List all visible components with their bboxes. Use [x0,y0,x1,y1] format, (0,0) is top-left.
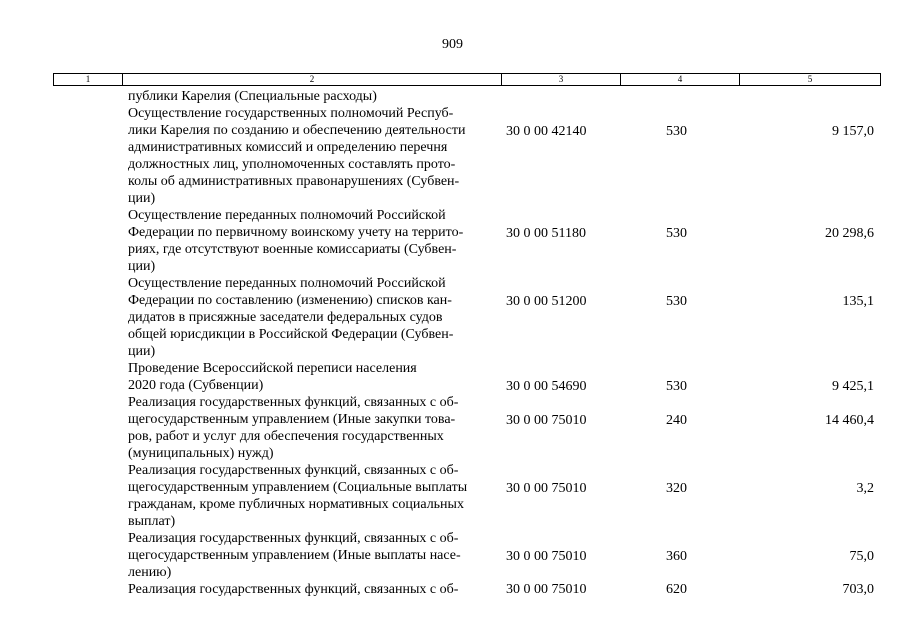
row-description: публики Карелия (Специальные расходы) [128,89,377,104]
table-row [53,394,880,462]
table-body [53,88,880,598]
row-code: 30 0 00 42140 [506,124,587,139]
table-row [53,581,880,598]
row-code: 30 0 00 75010 [506,413,587,428]
continuation-row [53,88,880,105]
row-code: 30 0 00 51180 [506,226,586,241]
row-description: Реализация государственных функций, связанных с об- [128,582,459,597]
table-row [53,105,880,207]
table-row [53,207,880,275]
row-amount: 9 425,1 [832,379,874,394]
row-amount: 9 157,0 [832,124,874,139]
row-code: 30 0 00 75010 [506,481,587,496]
table-row [53,530,880,581]
row-amount: 3,2 [856,481,874,496]
row-expense-type: 530 [666,294,687,309]
row-expense-type: 530 [666,226,687,241]
column-header-3: 3 [502,74,621,86]
column-header-1: 1 [54,74,123,86]
row-expense-type: 320 [666,481,687,496]
page-number: 909 [442,37,463,52]
row-amount: 20 298,6 [825,226,874,241]
row-code: 30 0 00 54690 [506,379,587,394]
table-row [53,360,880,394]
row-expense-type: 240 [666,413,687,428]
row-expense-type: 360 [666,549,687,564]
row-description: Осуществление переданных полномочий Российской Федерации по составлению (изменению) списков кан- дидатов в присяжные заседатели федеральных судов общей юрисдикции в Российской Федерации (Субвен- ции) [128,276,454,359]
row-expense-type: 620 [666,582,687,597]
column-header-2: 2 [123,74,502,86]
row-amount: 14 460,4 [825,413,874,428]
row-code: 30 0 00 51200 [506,294,587,309]
row-expense-type: 530 [666,379,687,394]
table-row [53,462,880,530]
row-amount: 703,0 [842,582,874,597]
column-header-5: 5 [740,74,881,86]
row-description: Реализация государственных функций, связанных с об- щегосударственным управлением (Социальные выплаты гражданам, кроме публичных нормативных социальных выплат) [128,463,468,529]
row-amount: 75,0 [849,549,874,564]
table-row [53,275,880,360]
row-code: 30 0 00 75010 [506,582,587,597]
column-header-row [54,74,881,86]
row-description: Проведение Всероссийской переписи населения 2020 года (Субвенции) [128,361,417,393]
column-header-4: 4 [621,74,740,86]
row-amount: 135,1 [842,294,874,309]
column-header-table [53,73,881,86]
row-description: Осуществление переданных полномочий Российской Федерации по первичному воинскому учету на террито- риях, где отсутствуют военные комиссариаты (Субвен- ции) [128,208,464,274]
row-expense-type: 530 [666,124,687,139]
row-description: Реализация государственных функций, связанных с об- щегосударственным управлением (Иные выплаты насе- лению) [128,531,461,580]
row-code: 30 0 00 75010 [506,549,587,564]
row-description: Осуществление государственных полномочий Респуб- лики Карелия по созданию и обеспечению деятельности административных комиссий и определению перечня должностных лиц, уполномоченных составлять прото- колы об административных правонарушениях (Субвен- ции) [128,106,466,206]
row-description: Реализация государственных функций, связанных с об- щегосударственным управлением (Иные закупки това- ров, работ и услуг для обеспечения государственных (муниципальных) нужд) [128,395,459,461]
